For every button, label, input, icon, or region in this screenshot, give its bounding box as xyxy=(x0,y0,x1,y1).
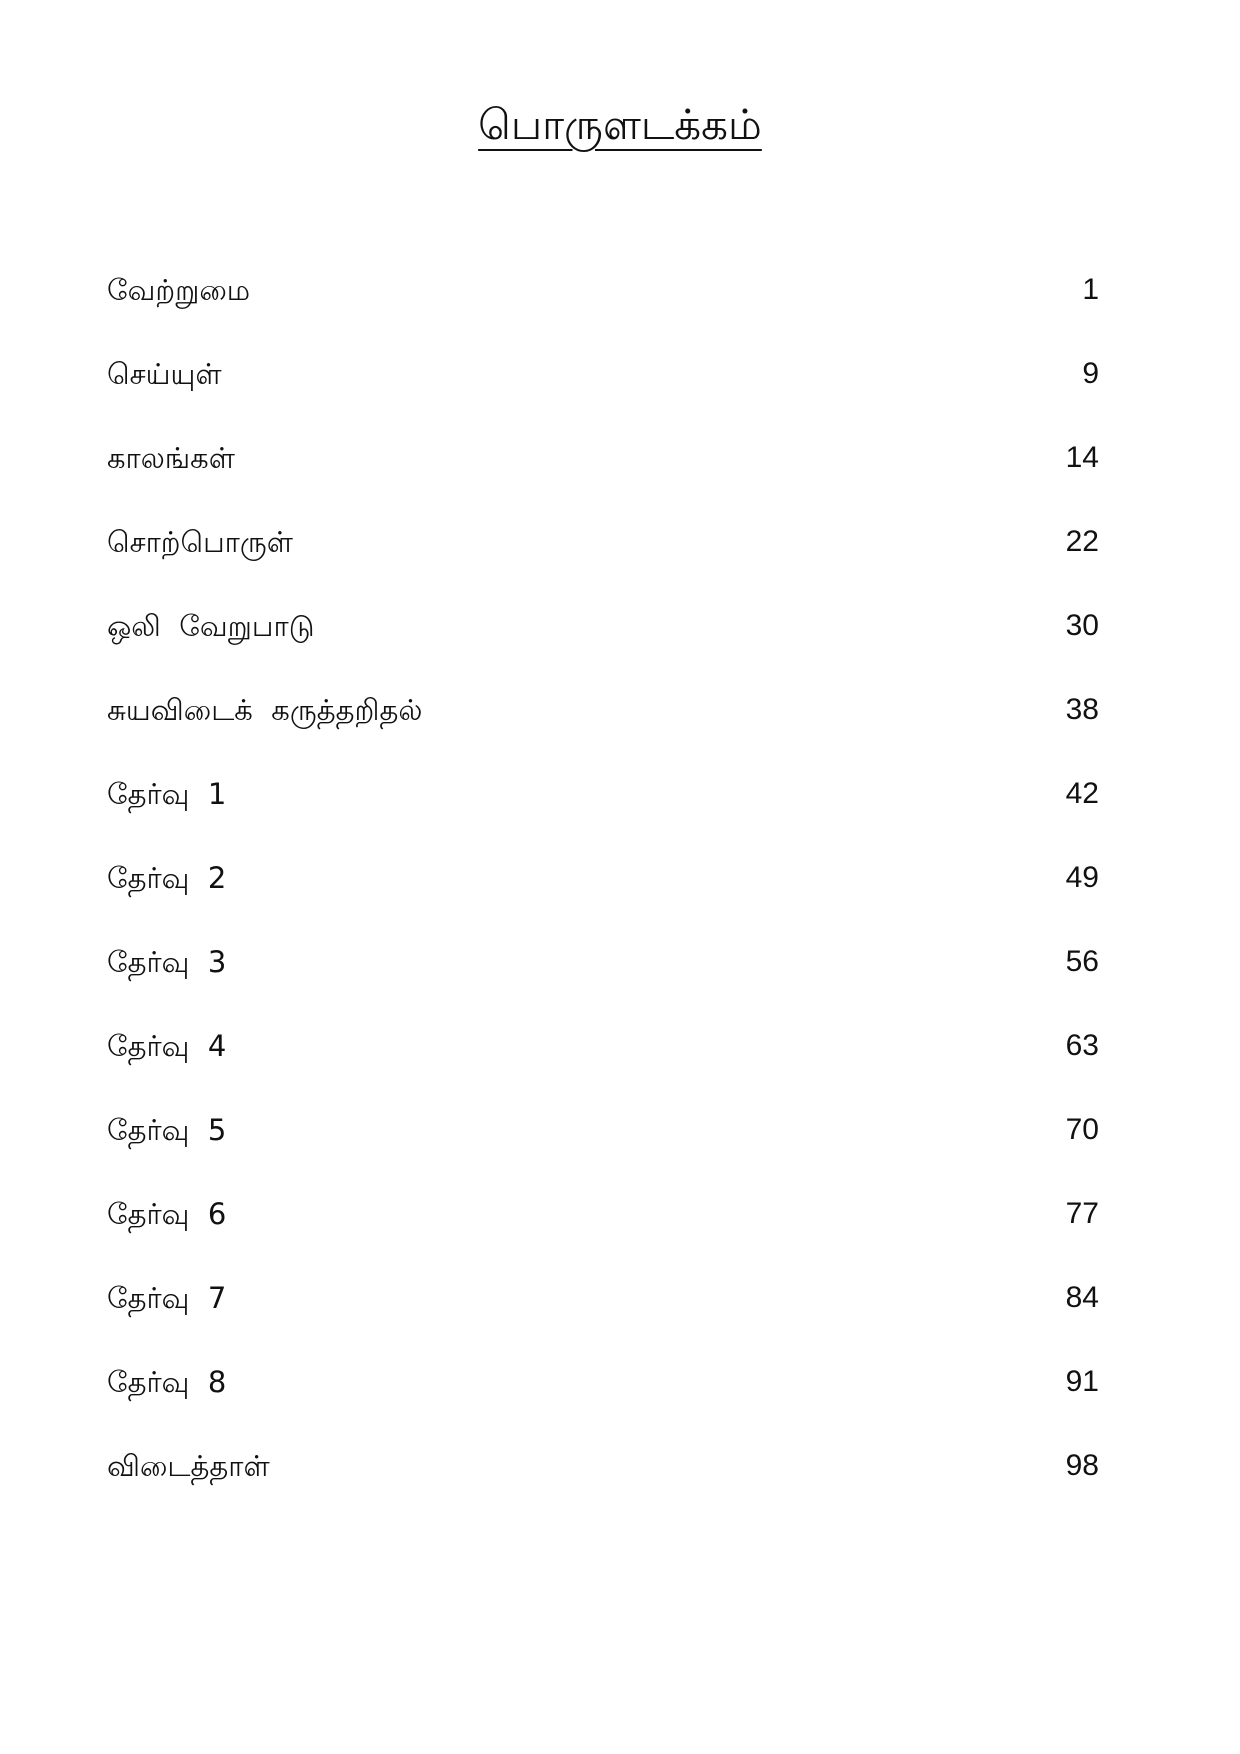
toc-entry-label: தேர்வு 7 xyxy=(107,1281,227,1315)
toc-entry[interactable] xyxy=(107,522,1099,606)
toc-entry-page-number: 84 xyxy=(1065,1281,1099,1314)
toc-entry-label: சொற்பொருள் xyxy=(107,525,293,559)
toc-entry[interactable] xyxy=(107,606,1099,690)
toc-entry-label: காலங்கள் xyxy=(107,441,235,475)
toc-entry-label: வேற்றுமை xyxy=(107,273,251,307)
toc-entry-label: தேர்வு 5 xyxy=(107,1113,227,1147)
toc-entry[interactable] xyxy=(107,1110,1099,1194)
toc-entry[interactable] xyxy=(107,690,1099,774)
toc-entry-label: விடைத்தாள் xyxy=(107,1449,270,1483)
toc-entry-label: ஒலி வேறுபாடு xyxy=(107,609,315,643)
toc-entry-label: செய்யுள் xyxy=(107,357,222,391)
toc-entry-page-number: 14 xyxy=(1065,441,1099,474)
toc-entry[interactable] xyxy=(107,858,1099,942)
toc-entry-page-number: 91 xyxy=(1065,1365,1099,1398)
toc-entry-label: தேர்வு 8 xyxy=(107,1365,227,1399)
toc-entry-page-number: 56 xyxy=(1065,945,1099,978)
toc-entry-page-number: 38 xyxy=(1065,693,1099,726)
table-of-contents xyxy=(107,270,1099,1530)
toc-entry[interactable] xyxy=(107,1278,1099,1362)
toc-entry[interactable] xyxy=(107,438,1099,522)
toc-entry-label: தேர்வு 1 xyxy=(107,777,227,811)
toc-entry-page-number: 42 xyxy=(1065,777,1099,810)
toc-entry[interactable] xyxy=(107,1362,1099,1446)
toc-entry-label: தேர்வு 2 xyxy=(107,861,227,895)
toc-entry-label: தேர்வு 6 xyxy=(107,1197,227,1231)
toc-entry-page-number: 98 xyxy=(1065,1449,1099,1482)
toc-entry[interactable] xyxy=(107,1194,1099,1278)
page-title-text: பொருளடக்கம் xyxy=(478,100,762,149)
toc-entry-page-number: 63 xyxy=(1065,1029,1099,1062)
toc-entry-page-number: 70 xyxy=(1065,1113,1099,1146)
toc-entry[interactable] xyxy=(107,942,1099,1026)
toc-entry-label: சுயவிடைக் கருத்தறிதல் xyxy=(107,693,423,727)
toc-entry-page-number: 30 xyxy=(1065,609,1099,642)
page-title xyxy=(0,100,1240,150)
toc-entry-page-number: 77 xyxy=(1065,1197,1099,1230)
toc-entry[interactable] xyxy=(107,1026,1099,1110)
toc-entry-page-number: 22 xyxy=(1065,525,1099,558)
toc-entry-page-number: 9 xyxy=(1082,357,1099,390)
toc-entry-page-number: 49 xyxy=(1065,861,1099,894)
toc-entry-page-number: 1 xyxy=(1082,273,1099,306)
toc-entry-label: தேர்வு 4 xyxy=(107,1029,227,1063)
toc-entry[interactable] xyxy=(107,354,1099,438)
toc-entry-label: தேர்வு 3 xyxy=(107,945,227,979)
toc-entry[interactable] xyxy=(107,774,1099,858)
toc-entry[interactable] xyxy=(107,1446,1099,1530)
toc-entry[interactable] xyxy=(107,270,1099,354)
